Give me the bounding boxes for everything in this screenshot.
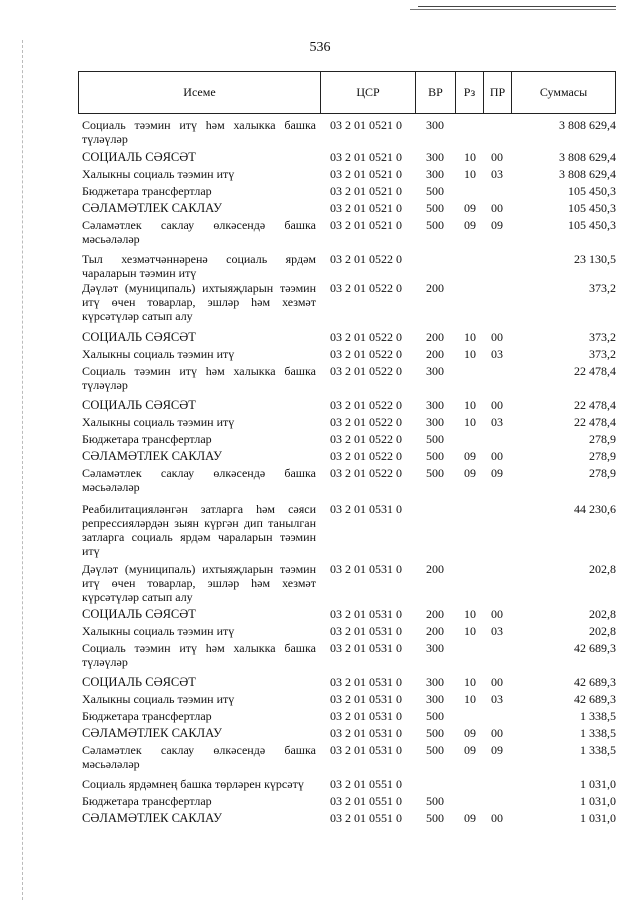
header-csr: ЦСР [321,72,416,113]
row-vr: 300 [426,641,444,655]
row-csr: 03 2 01 0522 0 [330,330,402,344]
row-vr: 500 [426,432,444,446]
row-csr: 03 2 01 0522 0 [330,347,402,361]
row-vr: 500 [426,466,444,480]
row-name: Халыкны социаль тәэмин итү [82,692,235,706]
row-name: Сәламәтлек саклау өлкәсендә башка мәсьәләләр [82,743,316,771]
row-csr: 03 2 01 0522 0 [330,281,402,295]
row-vr: 500 [426,201,444,215]
row-name: Социаль тәэмин итү һәм халыкка башка түләүләр [82,641,316,669]
row-pr: 03 [491,347,503,361]
row-rz: 09 [464,466,476,480]
row-pr: 03 [491,692,503,706]
row-name: СӘЛАМӘТЛЕК САКЛАУ [82,449,222,463]
row-name: Халыкны социаль тәэмин итү [82,167,235,181]
row-csr: 03 2 01 0551 0 [330,777,402,791]
row-csr: 03 2 01 0531 0 [330,675,402,689]
row-name: СОЦИАЛЬ СӘЯСӘТ [82,330,196,344]
row-sum: 22 478,4 [574,364,616,378]
row-name: Халыкны социаль тәэмин итү [82,347,235,361]
row-vr: 300 [426,364,444,378]
row-sum: 202,8 [589,624,616,638]
row-csr: 03 2 01 0522 0 [330,415,402,429]
row-vr: 500 [426,218,444,232]
row-name: СӘЛАМӘТЛЕК САКЛАУ [82,726,222,740]
row-rz: 09 [464,218,476,232]
row-pr: 00 [491,330,503,344]
row-vr: 500 [426,811,444,825]
row-rz: 10 [464,347,476,361]
row-name: Реабилитацияләнгән затларга һәм сәяси репрессияләрдән зыян күргән дип танылган затларга социаль ярдәм чараларын тәэмин итү [82,502,316,558]
row-name: Сәламәтлек саклау өлкәсендә башка мәсьәләләр [82,218,316,246]
row-sum: 3 808 629,4 [559,167,616,181]
row-sum: 42 689,3 [574,641,616,655]
row-name: Социаль ярдәмнең башка төрләрен күрсәтү [82,777,304,791]
row-vr: 300 [426,150,444,164]
row-sum: 105 450,3 [568,201,616,215]
row-sum: 3 808 629,4 [559,118,616,132]
row-rz: 10 [464,624,476,638]
row-name: Социаль тәэмин итү һәм халыкка башка түләүләр [82,118,316,146]
row-pr: 09 [491,466,503,480]
row-csr: 03 2 01 0521 0 [330,150,402,164]
row-rz: 10 [464,607,476,621]
row-vr: 500 [426,726,444,740]
row-pr: 00 [491,201,503,215]
row-rz: 09 [464,201,476,215]
row-name: СОЦИАЛЬ СӘЯСӘТ [82,607,196,621]
row-csr: 03 2 01 0531 0 [330,641,402,655]
row-name: Дәүләт (муниципаль) ихтыяҗларын тәэмин итү өчен товарлар, эшләр һәм хезмәт күрсәтүләр сатып алу [82,281,316,323]
row-vr: 200 [426,330,444,344]
row-pr: 00 [491,607,503,621]
row-csr: 03 2 01 0521 0 [330,184,402,198]
row-sum: 373,2 [589,281,616,295]
row-sum: 1 031,0 [580,794,616,808]
row-name: Халыкны социаль тәэмин итү [82,415,235,429]
row-csr: 03 2 01 0531 0 [330,607,402,621]
row-csr: 03 2 01 0521 0 [330,201,402,215]
header-sum: Суммасы [539,85,588,99]
row-vr: 300 [426,398,444,412]
row-sum: 278,9 [589,432,616,446]
row-sum: 278,9 [589,449,616,463]
row-csr: 03 2 01 0531 0 [330,502,402,516]
row-name: СОЦИАЛЬ СӘЯСӘТ [82,398,196,412]
row-vr: 200 [426,607,444,621]
row-rz: 10 [464,167,476,181]
row-sum: 3 808 629,4 [559,150,616,164]
row-rz: 10 [464,330,476,344]
row-sum: 105 450,3 [568,218,616,232]
row-vr: 500 [426,709,444,723]
row-sum: 22 478,4 [574,398,616,412]
row-rz: 10 [464,415,476,429]
row-sum: 373,2 [589,330,616,344]
row-sum: 1 031,0 [580,811,616,825]
row-sum: 373,2 [589,347,616,361]
header-rz: Рз [456,72,484,113]
top-rule-secondary [410,9,616,10]
row-vr: 200 [426,562,444,576]
row-csr: 03 2 01 0531 0 [330,709,402,723]
row-sum: 42 689,3 [574,692,616,706]
header-name: Исеме [79,72,321,113]
row-sum: 202,8 [589,562,616,576]
left-margin-line [22,40,23,900]
header-pr: ПР [484,72,512,113]
row-pr: 09 [491,218,503,232]
row-pr: 00 [491,449,503,463]
row-csr: 03 2 01 0531 0 [330,692,402,706]
row-name: СОЦИАЛЬ СӘЯСӘТ [82,150,196,164]
row-vr: 300 [426,675,444,689]
row-rz: 09 [464,449,476,463]
row-name: СӘЛАМӘТЛЕК САКЛАУ [82,811,222,825]
row-csr: 03 2 01 0531 0 [330,624,402,638]
row-pr: 00 [491,398,503,412]
row-sum: 1 338,5 [580,743,616,757]
row-name: Бюджетара трансфертлар [82,432,212,446]
row-pr: 03 [491,415,503,429]
row-csr: 03 2 01 0521 0 [330,118,402,132]
row-csr: 03 2 01 0531 0 [330,562,402,576]
row-csr: 03 2 01 0531 0 [330,743,402,757]
row-csr: 03 2 01 0551 0 [330,811,402,825]
row-vr: 500 [426,184,444,198]
top-rule [418,6,616,7]
row-rz: 09 [464,811,476,825]
row-pr: 00 [491,726,503,740]
row-name: Тыл хезмәтчәннәренә социаль ярдәм чараларын тәэмин итү [82,252,316,280]
row-sum: 44 230,6 [574,502,616,516]
row-name: Дәүләт (муниципаль) ихтыяҗларын тәэмин итү өчен товарлар, эшләр һәм хезмәт күрсәтүләр сатып алу [82,562,316,604]
row-name: Бюджетара трансфертлар [82,184,212,198]
row-csr: 03 2 01 0531 0 [330,726,402,740]
row-sum: 1 031,0 [580,777,616,791]
row-csr: 03 2 01 0522 0 [330,432,402,446]
row-sum: 202,8 [589,607,616,621]
row-name: Бюджетара трансфертлар [82,794,212,808]
row-vr: 500 [426,794,444,808]
row-sum: 1 338,5 [580,709,616,723]
row-csr: 03 2 01 0522 0 [330,364,402,378]
row-vr: 500 [426,449,444,463]
row-name: Социаль тәэмин итү һәм халыкка башка түләүләр [82,364,316,392]
row-name: СОЦИАЛЬ СӘЯСӘТ [82,675,196,689]
row-pr: 09 [491,743,503,757]
row-sum: 105 450,3 [568,184,616,198]
row-pr: 00 [491,675,503,689]
row-vr: 200 [426,281,444,295]
row-vr: 200 [426,347,444,361]
row-csr: 03 2 01 0522 0 [330,466,402,480]
row-sum: 42 689,3 [574,675,616,689]
row-vr: 200 [426,624,444,638]
row-name: Бюджетара трансфертлар [82,709,212,723]
row-rz: 10 [464,692,476,706]
row-csr: 03 2 01 0522 0 [330,449,402,463]
row-name: Халыкны социаль тәэмин итү [82,624,235,638]
page-number: 536 [309,40,331,55]
row-name: Сәламәтлек саклау өлкәсендә башка мәсьәләләр [82,466,316,494]
row-sum: 23 130,5 [574,252,616,266]
row-rz: 10 [464,675,476,689]
row-sum: 22 478,4 [574,415,616,429]
row-pr: 03 [491,167,503,181]
row-pr: 03 [491,624,503,638]
row-name: СӘЛАМӘТЛЕК САКЛАУ [82,201,222,215]
row-vr: 500 [426,743,444,757]
row-rz: 09 [464,743,476,757]
row-vr: 300 [426,692,444,706]
row-sum: 278,9 [589,466,616,480]
row-vr: 300 [426,415,444,429]
row-csr: 03 2 01 0522 0 [330,398,402,412]
row-csr: 03 2 01 0551 0 [330,794,402,808]
row-sum: 1 338,5 [580,726,616,740]
header-vr: ВР [416,72,456,113]
row-csr: 03 2 01 0522 0 [330,252,402,266]
table-header [78,71,616,114]
row-rz: 09 [464,726,476,740]
row-pr: 00 [491,150,503,164]
row-rz: 10 [464,398,476,412]
row-pr: 00 [491,811,503,825]
row-csr: 03 2 01 0521 0 [330,218,402,232]
row-csr: 03 2 01 0521 0 [330,167,402,181]
row-vr: 300 [426,118,444,132]
row-rz: 10 [464,150,476,164]
row-vr: 300 [426,167,444,181]
